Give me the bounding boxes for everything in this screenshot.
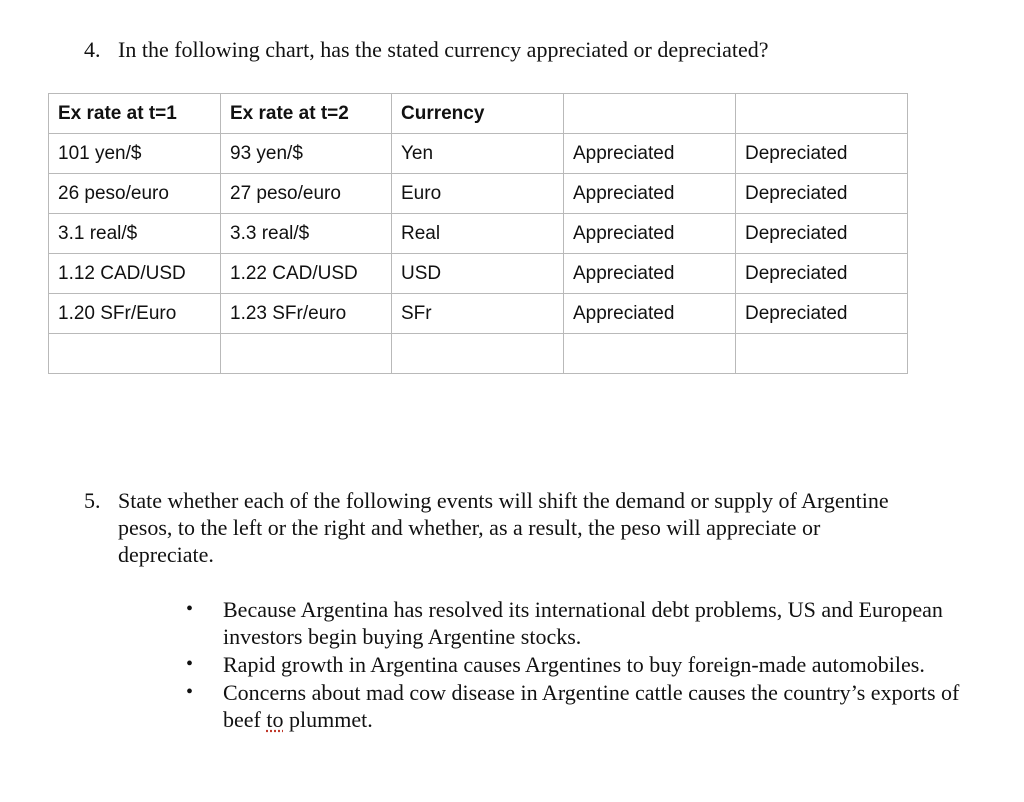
- cell-appreciated-option: Appreciated: [564, 254, 736, 294]
- cell-currency: Euro: [392, 174, 564, 214]
- grammar-flagged-word: to: [266, 707, 284, 732]
- cell-depreciated-option: Depreciated: [736, 294, 908, 334]
- cell-rate-t2: 3.3 real/$: [221, 214, 392, 254]
- cell-depreciated-option: Depreciated: [736, 254, 908, 294]
- cell-appreciated-option: Appreciated: [564, 174, 736, 214]
- table-row: [49, 174, 908, 214]
- cell-appreciated-option: Appreciated: [564, 294, 736, 334]
- header-blank-2: [736, 94, 908, 134]
- cell-rate-t1: 1.20 SFr/Euro: [49, 294, 221, 334]
- cell-appreciated-option: Appreciated: [564, 134, 736, 174]
- cell-depreciated-option: Depreciated: [736, 134, 908, 174]
- cell-currency: Real: [392, 214, 564, 254]
- table-row: [49, 294, 908, 334]
- bullet-icon: •: [186, 653, 194, 675]
- cell-currency: Yen: [392, 134, 564, 174]
- question-4-number: 4.: [84, 37, 101, 62]
- table-row: [49, 254, 908, 294]
- event-text: Rapid growth in Argentina causes Argentines to buy foreign-made automobiles.: [223, 652, 925, 677]
- header-ex-rate-t2: Ex rate at t=2: [221, 94, 392, 134]
- cell-depreciated-option: Depreciated: [736, 214, 908, 254]
- exchange-rate-table: [48, 93, 908, 374]
- bullet-icon: •: [186, 598, 194, 620]
- event-text: [223, 680, 959, 732]
- cell-empty: [736, 334, 908, 374]
- event-text: Because Argentina has resolved its international debt problems, US and European investors begin buying Argentine stocks.: [223, 597, 943, 649]
- header-currency: Currency: [392, 94, 564, 134]
- table-row-empty: [49, 334, 908, 374]
- cell-rate-t2: 93 yen/$: [221, 134, 392, 174]
- cell-rate-t2: 1.23 SFr/euro: [221, 294, 392, 334]
- question-5-number: 5.: [84, 488, 101, 513]
- list-item: [186, 596, 976, 650]
- table-row: [49, 214, 908, 254]
- cell-empty: [49, 334, 221, 374]
- cell-rate-t1: 26 peso/euro: [49, 174, 221, 214]
- table-header-row: [49, 94, 908, 134]
- cell-empty: [564, 334, 736, 374]
- table-row: [49, 134, 908, 174]
- header-blank-1: [564, 94, 736, 134]
- question-4: [84, 36, 769, 64]
- cell-rate-t2: 1.22 CAD/USD: [221, 254, 392, 294]
- bullet-icon: •: [186, 681, 194, 703]
- cell-appreciated-option: Appreciated: [564, 214, 736, 254]
- cell-rate-t2: 27 peso/euro: [221, 174, 392, 214]
- cell-rate-t1: 1.12 CAD/USD: [49, 254, 221, 294]
- cell-depreciated-option: Depreciated: [736, 174, 908, 214]
- event-list: [186, 596, 976, 734]
- cell-empty: [221, 334, 392, 374]
- cell-currency: SFr: [392, 294, 564, 334]
- list-item: [186, 679, 976, 733]
- event-text-end: plummet.: [283, 707, 373, 732]
- cell-rate-t1: 101 yen/$: [49, 134, 221, 174]
- event-text-start: Concerns about mad cow disease in Argentine cattle causes the country’s exports of beef: [223, 680, 960, 732]
- question-4-text: In the following chart, has the stated currency appreciated or depreciated?: [118, 37, 769, 62]
- cell-rate-t1: 3.1 real/$: [49, 214, 221, 254]
- header-ex-rate-t1: Ex rate at t=1: [49, 94, 221, 134]
- cell-currency: USD: [392, 254, 564, 294]
- question-5-text: State whether each of the following events will shift the demand or supply of Argentine pesos, to the left or the right and whether, as a result, the peso will appreciate or depreciate.: [118, 488, 889, 567]
- cell-empty: [392, 334, 564, 374]
- question-5: [84, 487, 904, 568]
- list-item: [186, 651, 976, 678]
